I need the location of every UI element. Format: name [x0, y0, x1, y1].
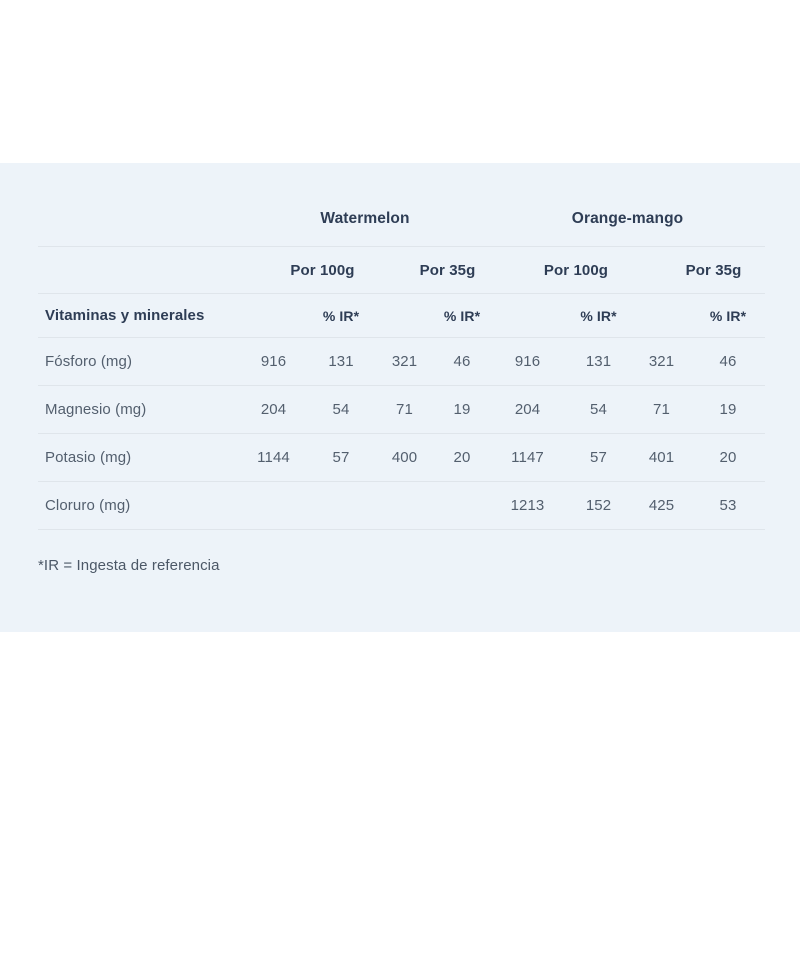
ir-header: % IR* [580, 307, 617, 324]
value-cell: 400 [391, 449, 418, 466]
value-cell: 425 [648, 497, 675, 514]
row-label: Magnesio (mg) [45, 401, 147, 418]
value-cell: 1213 [510, 497, 545, 514]
value-cell: 71 [653, 401, 670, 418]
value-cell: 401 [648, 449, 675, 466]
value-cell: 46 [719, 353, 737, 370]
value-cell: 321 [391, 353, 418, 370]
serving-header-per100g: Por 100g [290, 261, 355, 279]
value-cell: 152 [585, 497, 612, 514]
value-cell: 20 [453, 449, 471, 466]
section-header-row [38, 294, 765, 338]
row-label: Potasio (mg) [45, 449, 132, 466]
value-cell: 19 [719, 401, 737, 418]
value-cell: 57 [590, 449, 607, 466]
serving-header-per100g: Por 100g [543, 261, 609, 279]
nutrition-panel [0, 163, 800, 632]
serving-header-per35g: Por 35g [685, 261, 742, 279]
value-cell: 19 [453, 401, 471, 418]
table-row-fosforo [38, 338, 765, 386]
flavor-header-watermelon: Watermelon [320, 209, 410, 227]
value-cell: 916 [514, 353, 541, 370]
value-cell: 20 [719, 449, 737, 466]
row-label: Cloruro (mg) [45, 497, 131, 514]
product-page [0, 163, 800, 632]
flavor-header-row [38, 191, 765, 247]
value-cell: 71 [396, 401, 413, 418]
value-cell: 204 [260, 401, 287, 418]
value-cell: 54 [590, 401, 607, 418]
value-cell: 1147 [511, 449, 544, 466]
table-row-potasio [38, 434, 765, 482]
table-row-magnesio [38, 386, 765, 434]
row-label: Fósforo (mg) [45, 353, 133, 370]
value-cell: 1144 [257, 449, 290, 466]
value-cell: 131 [328, 353, 354, 370]
ir-header: % IR* [443, 307, 481, 324]
value-cell: 57 [332, 449, 350, 466]
value-cell: 131 [585, 353, 612, 370]
section-title: Vitaminas y minerales [45, 307, 205, 324]
ir-header: % IR* [709, 307, 747, 324]
serving-header-per35g: Por 35g [419, 261, 476, 279]
flavor-header-orange-mango: Orange-mango [571, 209, 684, 227]
value-cell: 321 [648, 353, 675, 370]
value-cell: 54 [332, 401, 350, 418]
value-cell: 916 [260, 353, 287, 370]
nutrition-table [38, 191, 765, 530]
value-cell: 46 [453, 353, 471, 370]
serving-header-row [38, 247, 765, 294]
value-cell: 204 [514, 401, 541, 418]
ir-header: % IR* [322, 307, 360, 324]
value-cell: 53 [719, 497, 737, 514]
table-row-cloruro [38, 482, 765, 530]
reference-intake-footnote: *IR = Ingesta de referencia [38, 557, 220, 574]
